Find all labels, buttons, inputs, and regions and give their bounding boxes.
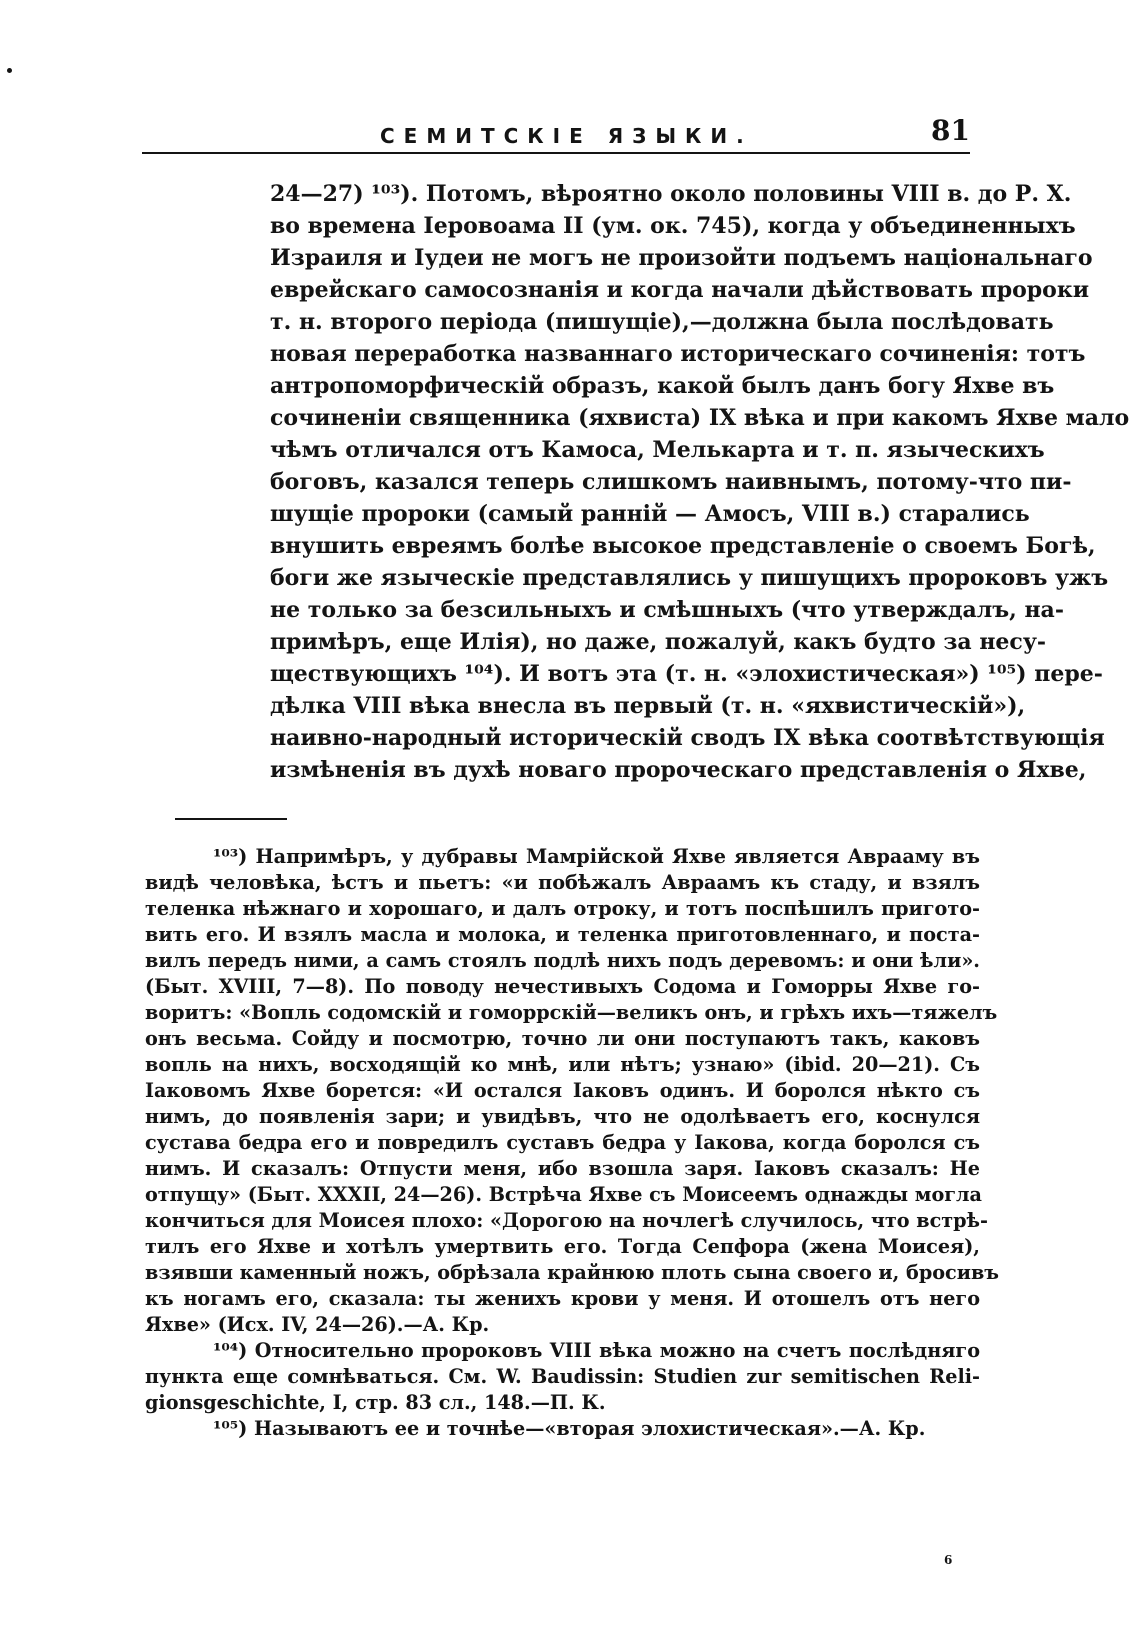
footnote-line: ¹⁰⁴) Относительно пророковъ VIII вѣка можно на счетъ послѣдняго [213, 1339, 980, 1362]
main-text [270, 178, 1130, 786]
footnote-line: нимъ. И сказалъ: Отпусти меня, ибо взошла заря. Іаковъ сказалъ: Не [145, 1157, 980, 1180]
header-rule [142, 152, 970, 154]
text-line: Израиля и Іудеи не могъ не произойти подъемъ національнаго [270, 245, 1093, 271]
footnote-line: кончиться для Моисея плохо: «Дорогою на ночлегѣ случилось, что встрѣ- [145, 1209, 989, 1232]
text-line: 24—27) ¹⁰³). Потомъ, вѣроятно около половины VIII в. до Р. Х. [270, 181, 1072, 207]
footnote-line: къ ногамъ его, сказала: ты женихъ крови у меня. И отошелъ отъ него [145, 1287, 980, 1310]
footnote-line: вопль на нихъ, восходящій ко мнѣ, или нѣтъ; узнаю» (ibid. 20—21). Съ [145, 1053, 980, 1076]
footnote-separator [175, 818, 287, 820]
footnote-line: ¹⁰³) Напримѣръ, у дубравы Мамрійской Яхве является Аврааму въ [213, 845, 980, 868]
footnote-line: тилъ его Яхве и хотѣлъ умертвить его. Тогда Сепфора (жена Моисея), [145, 1235, 980, 1258]
text-line: шущіе пророки (самый ранній — Амосъ, VIII в.) старались [270, 501, 1030, 527]
margin-dot [7, 68, 12, 73]
footnote-line: Яхве» (Исх. IV, 24—26).—А. Кр. [145, 1313, 490, 1336]
footnote-line: онъ весьма. Сойду и посмотрю, точно ли они поступаютъ такъ, каковъ [145, 1027, 980, 1050]
text-line: боговъ, казался теперь слишкомъ наивнымъ, потому-что пи- [270, 469, 1072, 495]
footnote-line: пункта еще сомнѣваться. См. W. Baudissin: Studien zur semitischen Reli- [145, 1365, 980, 1388]
text-line: наивно-народный историческій сводъ IX вѣка соотвѣтствующія [270, 725, 1105, 751]
text-line: чѣмъ отличался отъ Камоса, Мелькарта и т. п. языческихъ [270, 437, 1045, 463]
footnotes [145, 844, 1000, 1442]
text-line: т. н. второго періода (пишущіе),—должна была послѣдовать [270, 309, 1054, 335]
footnote-line: Іаковомъ Яхве борется: «И остался Іаковъ одинъ. И боролся нѣкто съ [145, 1079, 980, 1102]
text-line: сочиненіи священника (яхвиста) IX вѣка и при какомъ Яхве мало [270, 405, 1130, 431]
footnote-line: воритъ: «Вопль содомскій и гоморрскій—великъ онъ, и грѣхъ ихъ—тяжелъ [145, 1001, 998, 1024]
text-line: антропоморфическій образъ, какой былъ данъ богу Яхве въ [270, 373, 1055, 399]
running-title: СЕМИТСКІЕ ЯЗЫКИ. [380, 124, 753, 148]
signature-mark: 6 [944, 1553, 953, 1567]
text-line: ществующихъ ¹⁰⁴). И вотъ эта (т. н. «элохистическая») ¹⁰⁵) пере- [270, 661, 1103, 687]
text-line: измѣненія въ духѣ новаго пророческаго представленія о Яхве, [270, 757, 1087, 783]
page-number: 81 [931, 114, 970, 147]
text-line: дѣлка VIII вѣка внесла въ первый (т. н. «яхвистическій»), [270, 693, 1026, 719]
text-line: примѣръ, еще Илія), но даже, пожалуй, какъ будто за несу- [270, 629, 1047, 655]
footnote-line: вить его. И взялъ масла и молока, и теленка приготовленнаго, и поста- [145, 923, 980, 946]
text-line: внушить евреямъ болѣе высокое представленіе о своемъ Богѣ, [270, 533, 1096, 559]
running-head [142, 112, 970, 152]
footnote-line: ¹⁰⁵) Называютъ ее и точнѣе—«вторая элохистическая».—А. Кр. [213, 1417, 926, 1440]
footnote-line: сустава бедра его и повредилъ суставъ бедра у Іакова, когда боролся съ [145, 1131, 980, 1154]
text-line: новая переработка названнаго историческаго сочиненія: тотъ [270, 341, 1086, 367]
footnote-line: видѣ человѣка, ѣстъ и пьетъ: «и побѣжалъ Авраамъ къ стаду, и взялъ [145, 871, 980, 894]
text-line: еврейскаго самосознанія и когда начали дѣйствовать пророки [270, 277, 1090, 303]
text-line: во времена Іеровоама II (ум. ок. 745), когда у объединенныхъ [270, 213, 1076, 239]
footnote-line: нимъ, до появленія зари; и увидѣвъ, что не одолѣваетъ его, коснулся [145, 1105, 980, 1128]
footnote-line: теленка нѣжнаго и хорошаго, и далъ отроку, и тотъ поспѣшилъ пригото- [145, 897, 980, 920]
footnote-line: взявши каменный ножъ, обрѣзала крайнюю плоть сына своего и, бросивъ [145, 1261, 1000, 1284]
footnote-line: отпущу» (Быт. XXXII, 24—26). Встрѣча Яхве съ Моисеемъ однажды могла [145, 1183, 982, 1206]
footnote-line: (Быт. XVIII, 7—8). По поводу нечестивыхъ Содома и Гоморры Яхве го- [145, 975, 980, 998]
footnote-line: gionsgeschichte, I, стр. 83 сл., 148.—П. К. [145, 1391, 606, 1414]
footnote-line: вилъ передъ ними, а самъ стоялъ подлѣ нихъ подъ деревомъ: и они ѣли». [145, 949, 980, 972]
text-line: боги же языческіе представлялись у пишущихъ пророковъ ужъ [270, 565, 1109, 591]
text-line: не только за безсильныхъ и смѣшныхъ (что утверждалъ, на- [270, 597, 1064, 623]
